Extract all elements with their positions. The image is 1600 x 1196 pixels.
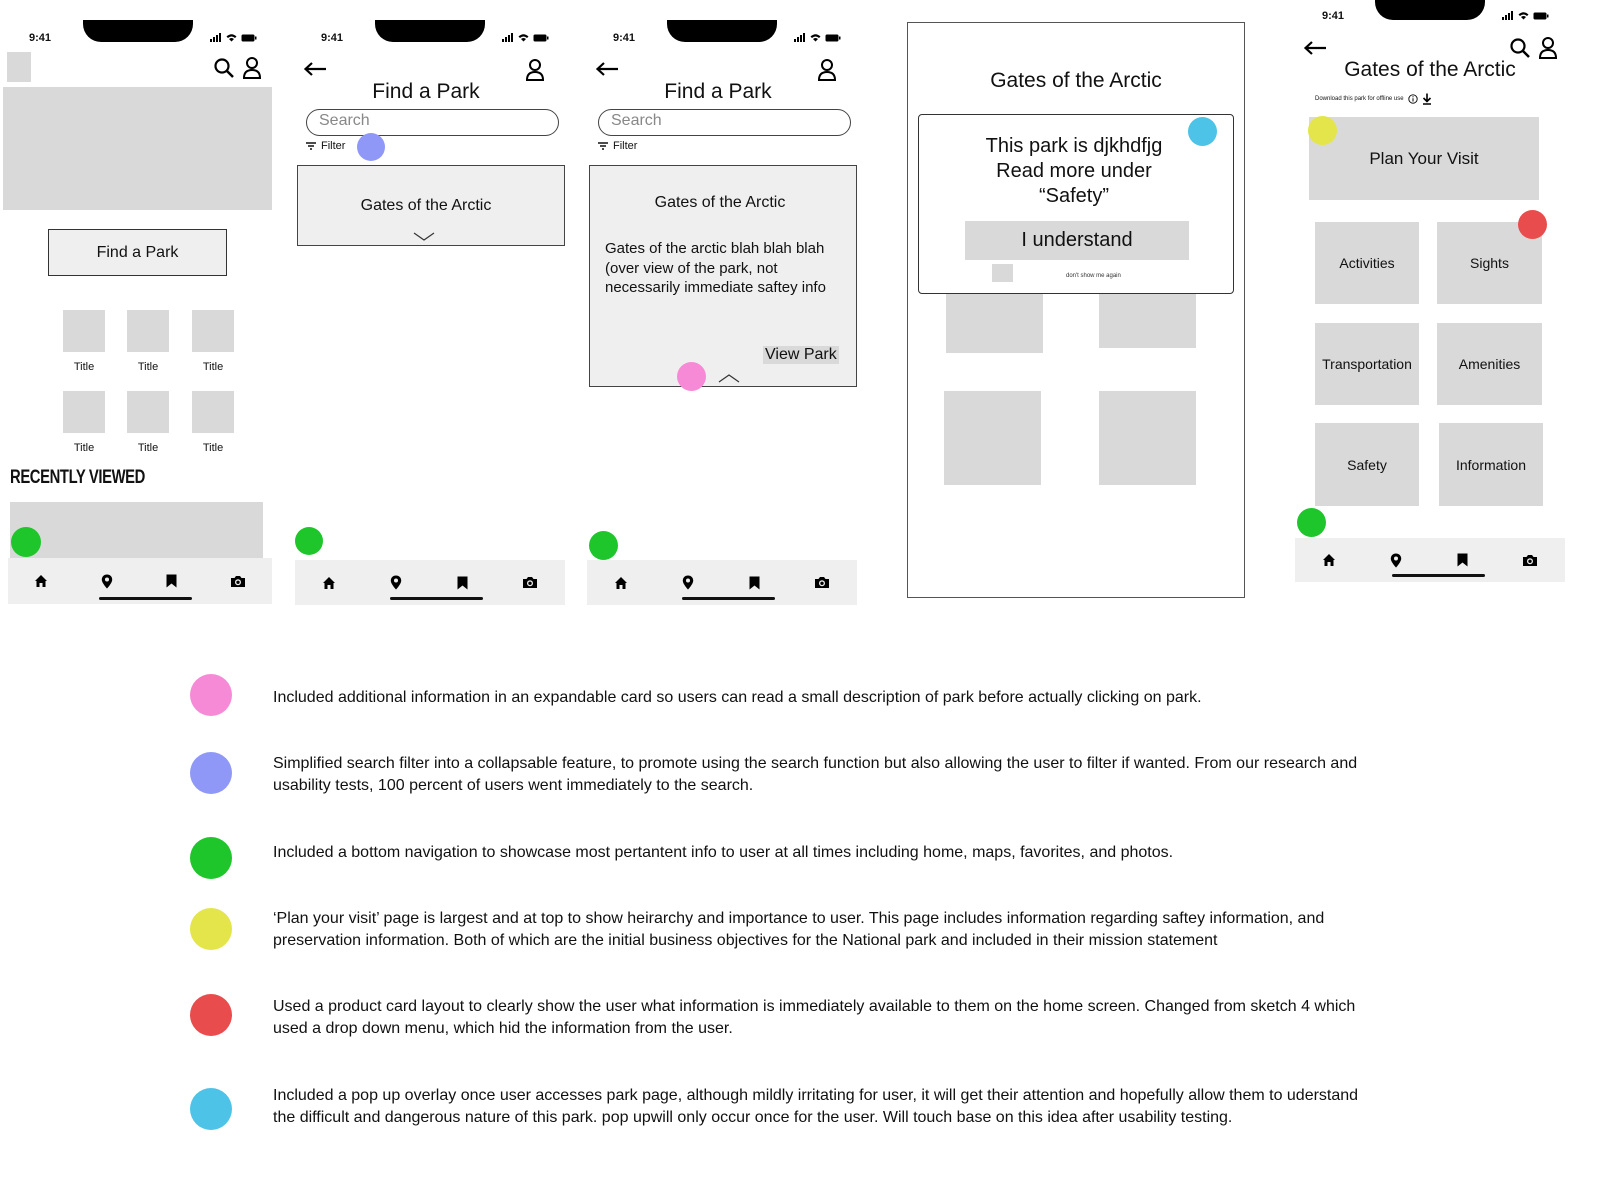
signal-icon — [794, 33, 806, 42]
screen-park-popup — [907, 22, 1245, 598]
legend-text: ‘Plan your visit’ page is largest and at top to show heirarchy and importance to user. This page includes information regarding saftey information, and preservation information. Both of which are the initial business objectives for the National park and included in their mission statement — [273, 910, 1325, 949]
map-pin-icon[interactable] — [390, 575, 402, 590]
tile-1[interactable] — [63, 310, 105, 352]
filter-toggle[interactable] — [598, 140, 637, 152]
filter-icon — [306, 142, 316, 150]
bottom-nav — [8, 558, 272, 604]
status-icons — [794, 33, 841, 42]
info-icon[interactable] — [1408, 94, 1418, 104]
annotation-dot-green — [589, 531, 618, 560]
chevron-up-icon[interactable] — [718, 373, 740, 383]
recently-viewed-heading: RECENTLY VIEWED — [10, 467, 145, 488]
bottom-nav — [587, 560, 857, 605]
home-indicator — [1392, 574, 1485, 577]
status-time: 9:41 — [1322, 10, 1345, 22]
placeholder-tile-1 — [946, 285, 1043, 353]
download-label: Download this park for offline use — [1315, 96, 1404, 102]
annotation-dot-pink — [677, 362, 706, 391]
annotation-dot-blue — [357, 133, 385, 161]
filter-icon — [598, 142, 608, 150]
annotation-dot-green — [11, 527, 41, 557]
screen-find-park-expanded — [584, 0, 864, 620]
tile-3[interactable] — [192, 310, 234, 352]
home-icon[interactable] — [322, 576, 336, 590]
phone-notch — [375, 20, 485, 42]
tile-label: Title — [73, 442, 95, 454]
phone-notch — [83, 20, 193, 42]
park-card-title: Gates of the Arctic — [360, 197, 492, 214]
bookmark-icon[interactable] — [166, 574, 177, 588]
wifi-icon — [518, 33, 529, 42]
bookmark-icon[interactable] — [749, 576, 760, 590]
screen-park-home — [1290, 0, 1580, 620]
back-arrow-icon[interactable] — [1303, 40, 1327, 56]
battery-icon — [533, 34, 549, 42]
annotation-dot-green — [295, 527, 323, 555]
annotation-dot-red — [1518, 210, 1547, 239]
search-icon[interactable] — [213, 57, 235, 79]
wifi-icon — [1518, 11, 1529, 20]
park-card-title: Gates of the Arctic — [654, 194, 786, 211]
status-time: 9:41 — [321, 32, 344, 44]
map-pin-icon[interactable] — [1390, 553, 1402, 568]
tile-6[interactable] — [192, 391, 234, 433]
park-card-expanded[interactable] — [589, 165, 857, 387]
tile-4[interactable] — [63, 391, 105, 433]
battery-icon — [825, 34, 841, 42]
signal-icon — [502, 33, 514, 42]
find-park-button[interactable]: Find a Park — [48, 229, 227, 276]
download-icon[interactable] — [1422, 93, 1432, 105]
legend-text: Simplified search filter into a collapsable feature, to promote using the search function but also allowing the user to filter if wanted. From our research and usability tests, 100 percent of users went immediately to the search. — [273, 755, 1358, 794]
tile-5[interactable] — [127, 391, 169, 433]
home-icon[interactable] — [34, 574, 48, 588]
legend-dot-pink — [190, 674, 232, 716]
battery-icon — [241, 34, 257, 42]
filter-label: Filter — [321, 140, 346, 152]
view-park-button[interactable]: View Park — [765, 346, 837, 363]
wifi-icon — [226, 33, 237, 42]
status-icons — [502, 33, 549, 42]
camera-icon[interactable] — [1522, 554, 1538, 567]
profile-icon[interactable] — [1538, 36, 1558, 60]
screen-find-park-collapsed — [292, 0, 572, 620]
page-title: Gates of the Arctic — [990, 69, 1162, 92]
legend-dot-yellow — [190, 908, 232, 950]
park-card-collapsed[interactable] — [297, 165, 565, 246]
legend-text: Included a pop up overlay once user accesses park page, although mildly irritating for user, it will get their attention and hopefully allow them to uderstand the difficult and dangerous nature of this park. pop upwill only occur once for the user. Will touch base on this idea after usability testing. — [273, 1087, 1359, 1126]
legend-dot-red — [190, 994, 232, 1036]
bottom-nav — [1295, 538, 1565, 582]
legend-dot-blue — [190, 752, 232, 794]
signal-icon — [1502, 11, 1514, 20]
profile-icon[interactable] — [525, 58, 545, 82]
annotation-dot-green — [1297, 508, 1326, 537]
tile-label: Title — [73, 361, 95, 373]
profile-icon[interactable] — [817, 58, 837, 82]
chevron-down-icon[interactable] — [413, 232, 435, 242]
status-icons — [1502, 11, 1549, 20]
home-icon[interactable] — [1322, 553, 1336, 567]
legend-dot-green — [190, 837, 232, 879]
card-safety[interactable]: Safety — [1315, 423, 1419, 506]
camera-icon[interactable] — [230, 575, 246, 588]
filter-label: Filter — [613, 140, 638, 152]
wifi-icon — [810, 33, 821, 42]
page-title: Find a Park — [664, 80, 772, 103]
status-time: 9:41 — [29, 32, 52, 44]
filter-toggle[interactable] — [306, 140, 345, 152]
bottom-nav — [295, 560, 565, 605]
page-title: Find a Park — [372, 80, 480, 103]
safety-popup — [918, 114, 1234, 294]
battery-icon — [1533, 12, 1549, 20]
dont-show-label: don't show me again — [1066, 273, 1121, 279]
card-amenities[interactable]: Amenities — [1437, 323, 1542, 405]
bookmark-icon[interactable] — [457, 576, 468, 590]
screen-home — [0, 0, 280, 620]
tile-label: Title — [202, 361, 224, 373]
home-indicator — [682, 597, 775, 600]
bookmark-icon[interactable] — [1457, 553, 1468, 567]
logo-placeholder — [7, 52, 31, 82]
tile-label: Title — [202, 442, 224, 454]
legend-text: Included additional information in an expandable card so users can read a small description of park before actually clicking on park. — [273, 689, 1202, 706]
placeholder-tile-2 — [1099, 285, 1196, 348]
plan-visit-button[interactable]: Plan Your Visit — [1309, 117, 1539, 200]
card-activities[interactable]: Activities — [1315, 222, 1419, 304]
map-pin-icon[interactable] — [101, 574, 113, 589]
tile-label: Title — [137, 361, 159, 373]
tile-label: Title — [137, 442, 159, 454]
placeholder-tile-3 — [944, 391, 1041, 485]
dont-show-checkbox[interactable] — [992, 264, 1013, 282]
camera-icon[interactable] — [522, 576, 538, 589]
annotation-dot-cyan — [1188, 117, 1217, 146]
home-icon[interactable] — [614, 576, 628, 590]
map-pin-icon[interactable] — [682, 575, 694, 590]
card-information[interactable]: Information — [1439, 423, 1543, 506]
phone-notch — [1375, 0, 1485, 20]
home-indicator — [390, 597, 483, 600]
tile-2[interactable] — [127, 310, 169, 352]
recently-viewed-card[interactable] — [10, 502, 263, 560]
camera-icon[interactable] — [814, 576, 830, 589]
card-sights[interactable]: Sights — [1437, 222, 1542, 304]
back-arrow-icon[interactable] — [303, 61, 327, 77]
legend-text: Used a product card layout to clearly show the user what information is immediately available to them on the home screen. Changed from sketch 4 which used a drop down menu, which hid the information from the user. — [273, 998, 1356, 1037]
status-time: 9:41 — [613, 32, 636, 44]
legend-text: Included a bottom navigation to showcase most pertantent info to user at all times including home, maps, favorites, and photos. — [273, 844, 1174, 861]
download-row[interactable] — [1315, 93, 1432, 105]
search-input[interactable]: Search — [306, 109, 559, 136]
understand-button[interactable]: I understand — [965, 221, 1189, 260]
popup-message: This park is djkhdfjg Read more under “Safety” — [985, 135, 1163, 207]
placeholder-tile-4 — [1099, 391, 1196, 485]
page-title: Gates of the Arctic — [1344, 58, 1516, 81]
signal-icon — [210, 33, 222, 42]
phone-notch — [667, 20, 777, 42]
park-card-description: Gates of the arctic blah blah blah (over view of the park, not necessarily immediate saftey info — [605, 240, 826, 296]
search-icon[interactable] — [1509, 37, 1531, 59]
status-icons — [210, 33, 257, 42]
annotation-dot-yellow — [1308, 116, 1337, 145]
legend-dot-cyan — [190, 1088, 232, 1130]
search-input[interactable]: Search — [598, 109, 851, 136]
profile-icon[interactable] — [242, 56, 262, 80]
home-indicator — [99, 597, 192, 600]
card-transportation[interactable]: Transportation — [1315, 323, 1419, 405]
back-arrow-icon[interactable] — [595, 61, 619, 77]
hero-image — [3, 87, 272, 210]
